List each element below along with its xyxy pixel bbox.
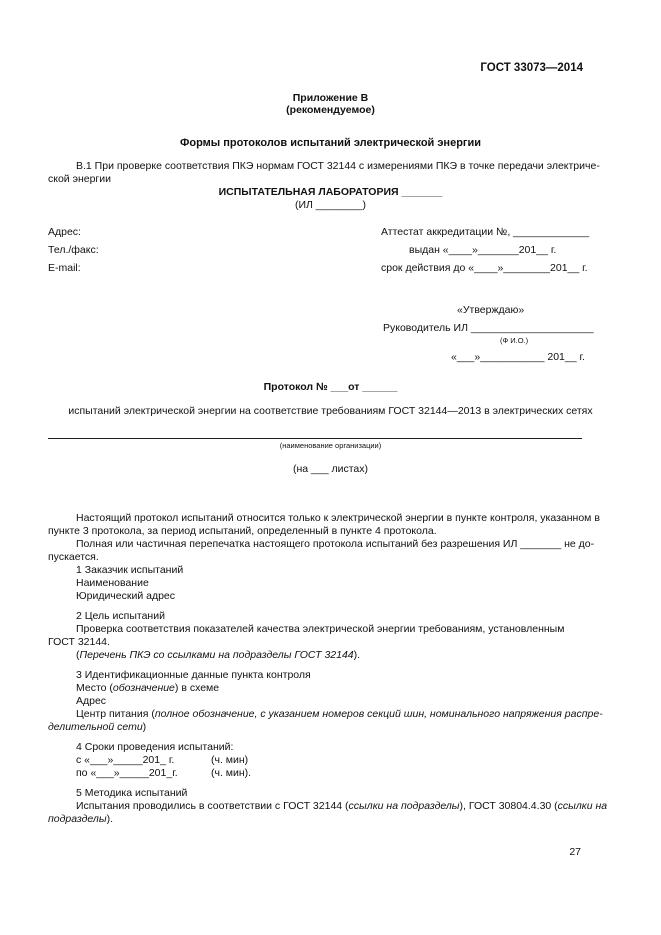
- paragraph-2-line-1: Полная или частичная перепечатка настоящего протокола испытаний без разрешения ИЛ _______ не до-: [76, 538, 595, 550]
- section-1-address: Юридический адрес: [76, 590, 176, 602]
- appendix-subtitle: (рекомендуемое): [286, 104, 375, 116]
- appendix-title: Приложение В: [292, 92, 369, 104]
- approval-date: «___»___________ 201__ г.: [451, 351, 585, 363]
- attestat-label: Аттестат аккредитации №, _____________: [381, 226, 590, 238]
- attestat-issued: выдан «____»_______201__ г.: [409, 244, 557, 256]
- address-label: Адрес:: [48, 226, 81, 238]
- protocol-title: Протокол № ___от ______: [263, 381, 398, 393]
- section-2-line-2: ГОСТ 32144.: [48, 636, 110, 648]
- attestat-validity: срок действия до «____»________201__ г.: [381, 262, 588, 274]
- section-3-address: Адрес: [76, 695, 107, 707]
- section-2-note: (Перечень ПКЭ со ссылками на подразделы ГОСТ 32144).: [76, 649, 361, 661]
- section-2-line-1: Проверка соответствия показателей качества электрической энергии требованиям, установленным: [76, 623, 565, 635]
- lab-head-signature: Руководитель ИЛ _____________________: [383, 322, 594, 334]
- page-number: 27: [569, 846, 581, 858]
- section-3-title: 3 Идентификационные данные пункта контроля: [76, 669, 311, 681]
- section-1-title: 1 Заказчик испытаний: [76, 564, 184, 576]
- section-5-title: 5 Методика испытаний: [76, 787, 188, 799]
- section-3-center-line-1: Центр питания (полное обозначение, с указанием номеров секций шин, номинального напряжения распре-: [76, 708, 603, 720]
- section-title: Формы протоколов испытаний электрической энергии: [179, 137, 482, 149]
- section-3-center-line-2: делительной сети): [48, 721, 147, 733]
- sheets-count: (на ___ листах): [292, 463, 368, 475]
- organization-caption: (наименование организации): [279, 441, 382, 450]
- lab-abbr: (ИЛ ________): [294, 199, 367, 211]
- organization-line: [48, 438, 582, 439]
- intro-line-1: В.1 При проверке соответствия ПКЭ нормам ГОСТ 32144 с измерениями ПКЭ в точке передачи электриче-: [76, 160, 600, 172]
- section-4-from-time: (ч. мин): [211, 754, 249, 766]
- fio-caption: (Ф И.О.): [500, 336, 529, 345]
- approve-label: «Утверждаю»: [457, 304, 525, 316]
- section-3-place: Место (обозначение) в схеме: [76, 682, 220, 694]
- section-5-line-1: Испытания проводились в соответствии с ГОСТ 32144 (ссылки на подразделы), ГОСТ 30804.4.30 (ссылки на: [76, 800, 608, 812]
- section-1-name: Наименование: [76, 577, 149, 589]
- paragraph-1-line-1: Настоящий протокол испытаний относится только к электрической энергии в пункте контроля, указанном в: [76, 512, 600, 524]
- section-5-line-2: подразделы).: [48, 813, 113, 825]
- protocol-subject: испытаний электрической энергии на соответствие требованиям ГОСТ 32144—2013 в электрических сетях: [68, 405, 593, 417]
- phone-label: Тел./факс:: [48, 244, 99, 256]
- section-4-title: 4 Сроки проведения испытаний:: [76, 741, 234, 753]
- email-label: E-mail:: [48, 262, 81, 274]
- section-4-to: по «___»_____201_г.: [76, 767, 178, 779]
- section-4-to-time: (ч. мин).: [211, 767, 252, 779]
- intro-line-2: ской энергии: [48, 173, 111, 185]
- section-4-from: с «___»_____201_ г.: [76, 754, 175, 766]
- standard-number: ГОСТ 33073—2014: [480, 62, 583, 74]
- lab-title: ИСПЫТАТЕЛЬНАЯ ЛАБОРАТОРИЯ _______: [218, 186, 443, 198]
- paragraph-2-line-2: пускается.: [48, 551, 99, 563]
- section-2-title: 2 Цель испытаний: [76, 610, 165, 622]
- paragraph-1-line-2: пункте 3 протокола, за период испытаний, определенный в пункте 4 протокола.: [48, 525, 437, 537]
